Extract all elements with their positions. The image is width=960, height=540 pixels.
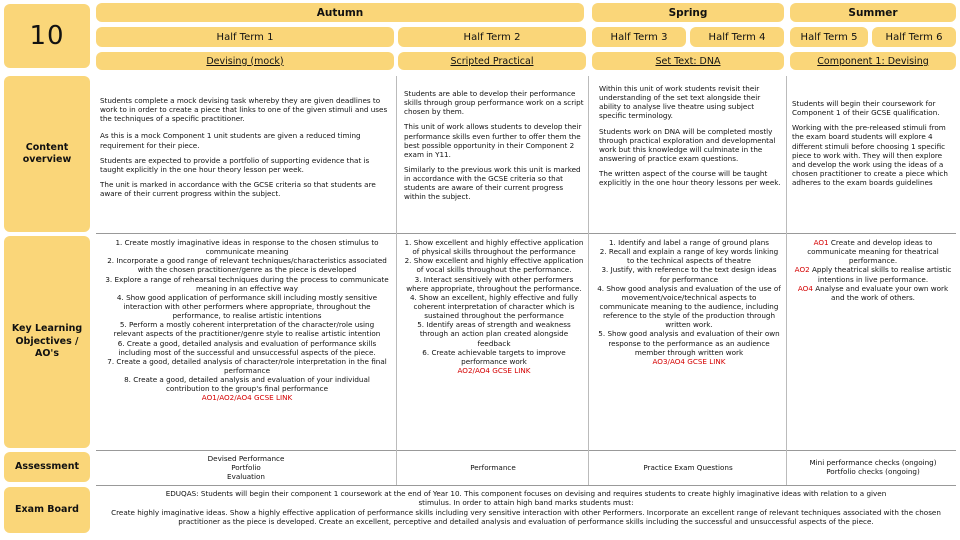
row-divider-3 <box>96 485 956 486</box>
ao-text: Analyse and evaluate your own work and the work of others. <box>812 283 949 302</box>
ao-item <box>790 265 956 283</box>
assessment-item: Portfolio checks (ongoing) <box>826 467 920 477</box>
objective-line: 1. Identify and label a range of ground plans <box>608 238 770 247</box>
assessment-cell-ht34 <box>592 463 784 477</box>
content-paragraph: Similarly to the previous work this unit is marked in accordance with the GCSE criteria so that students are aware of their current progress within the subject. <box>404 164 581 202</box>
assessment-item: Performance <box>470 463 516 472</box>
content-paragraph: Working with the pre-released stimuli from the exam board students will explore 4 different stimuli before choosing 1 specific piece to work with. They will then explore and develop the work using the ideas of a chosen practitioner to create a piece which adheres to the exam boards guidelines <box>792 123 948 188</box>
col-divider-2 <box>588 76 589 485</box>
objective-line: 3. Justify, with reference to the text design ideas for performance <box>601 265 777 284</box>
year-badge: 10 <box>4 4 90 68</box>
col-divider-3 <box>786 76 787 485</box>
term-summer: Summer <box>790 3 956 22</box>
objective-line: 4. Show good application of performance skill including mostly sensitive interaction with other performers where appropriate, throughout the performance, to realise artistic intentions <box>116 292 378 321</box>
ao-item <box>790 238 956 265</box>
objective-line: 7. Create a good, detailed analysis of character/role interpretation in the final performance <box>107 356 387 375</box>
content-paragraph: As this is a mock Component 1 unit students are given a reduced timing requirement for their piece. <box>100 131 361 150</box>
objective-line: 5. Perform a mostly coherent interpretation of the character/role using relevant aspects of the practitioner/genre style to realise artistic intention <box>113 320 381 339</box>
assessment-item: Practice Exam Questions <box>643 463 733 472</box>
objective-line: 5. Identify areas of strength and weakness through an action plan created alongside feedback <box>417 320 571 348</box>
content-paragraph: Students are able to develop their performance skills through group performance work on a script chosen by them. <box>404 89 584 117</box>
content-paragraph: This unit of work allows students to develop their performance skills even further to offer them the best possible opportunity in their Component 2 exam in Y11. <box>404 122 582 159</box>
ao-link: AO1/AO2/AO4 GCSE LINK <box>201 393 293 403</box>
objective-line: 6. Create achievable targets to improve performance work <box>422 347 566 366</box>
objective-line: 2. Incorporate a good range of relevant techniques/characteristics associated with the chosen practitioner/genre as the piece is developed <box>107 256 387 275</box>
half-term-3: Half Term 3 <box>592 27 686 47</box>
objectives-cell-ht2 <box>404 238 584 449</box>
objective-line: 2. Show excellent and highly effective application of vocal skills throughout the performance. <box>404 256 584 275</box>
content-cell-ht2 <box>404 89 586 231</box>
half-term-6: Half Term 6 <box>872 27 956 47</box>
row-label-objectives: Key Learning Objectives / AO's <box>4 236 90 448</box>
row-label-assessment: Assessment <box>4 452 90 482</box>
ao-code: AO1 <box>813 238 829 247</box>
objective-line: 3. Explore a range of rehearsal techniques during the process to communicate meaning in an effective way <box>105 274 389 293</box>
half-term-1: Half Term 1 <box>96 27 394 47</box>
ao-link: AO3/AO4 GCSE LINK <box>652 356 726 366</box>
objective-line: 1. Show excellent and highly effective application of physical skills throughout the performance <box>404 238 584 257</box>
unit-ht1: Devising (mock) <box>96 52 394 70</box>
col-divider-1 <box>396 76 397 485</box>
row-label-exam-board: Exam Board <box>4 487 90 533</box>
exam-board-line: Create highly imaginative ideas. Show a highly effective application of performance skills including very sensitive interaction with other Performers. Incorporate an excellent range of relevant techniques associated with the chosen practitioner as the piece is developed. Create an excellent, perceptive and detailed analysis and evaluation of performance skills including the successful and unsuccessful aspects of the piece. <box>111 507 941 527</box>
assessment-cell-ht1 <box>100 454 392 484</box>
content-paragraph: The written aspect of the course will be taught explicitly in the one hour theory lessons per week. <box>599 169 781 188</box>
assessment-cell-ht2 <box>400 463 586 477</box>
half-term-2: Half Term 2 <box>398 27 586 47</box>
content-cell-ht1 <box>100 96 392 231</box>
objective-line: 2. Recall and explain a range of key words linking to the technical aspects of theatre <box>599 247 779 266</box>
ao-item <box>790 284 956 302</box>
content-paragraph: Students are expected to provide a portfolio of supporting evidence that is taught explicitly in the one hour theory lesson per week. <box>100 155 370 174</box>
content-cell-ht56 <box>792 99 956 231</box>
half-term-5: Half Term 5 <box>790 27 868 47</box>
term-spring: Spring <box>592 3 784 22</box>
content-paragraph: Students work on DNA will be completed mostly through practical exploration and developmental work but this knowledge will culminate in the answering of practice exam questions. <box>599 126 776 163</box>
objective-line: 4. Show an excellent, highly effective and fully coherent interpretation of character which is sustained throughout the performance <box>409 292 579 321</box>
ao-link: AO2/AO4 GCSE LINK <box>457 365 531 375</box>
assessment-item: Evaluation <box>227 472 265 482</box>
assessment-item: Portfolio <box>231 463 261 473</box>
row-label-content: Content overview <box>4 76 90 232</box>
assessment-item: Devised Performance <box>207 454 285 463</box>
objective-line: 6. Create a good, detailed analysis and evaluation of performance skills including most of the successful and unsuccessful aspects of the piece. <box>117 338 377 357</box>
unit-ht2: Scripted Practical <box>398 52 586 70</box>
ao-text: Apply theatrical skills to realise artistic intentions in live performance. <box>809 265 952 284</box>
unit-ht56: Component 1: Devising <box>790 52 956 70</box>
ao-code: AO4 <box>797 283 813 293</box>
objectives-cell-ht34 <box>596 238 782 449</box>
row-divider-1 <box>96 233 956 234</box>
assessment-item: Mini performance checks (ongoing) <box>809 458 937 467</box>
half-term-4: Half Term 4 <box>690 27 784 47</box>
content-paragraph: Students will begin their coursework for Component 1 of their GCSE qualification. <box>792 99 940 118</box>
objective-line: 3. Interact sensitively with other performers where appropriate, throughout the performance. <box>406 274 582 293</box>
unit-ht34: Set Text: DNA <box>592 52 784 70</box>
term-autumn: Autumn <box>96 3 584 22</box>
objectives-cell-ht56 <box>790 238 956 449</box>
objective-line: 4. Show good analysis and evaluation of the use of movement/voice/technical aspects to communicate meaning to the audience, including reference to the style of the production through written work. <box>597 283 781 330</box>
content-cell-ht34 <box>599 84 783 232</box>
exam-board-text <box>96 489 956 526</box>
content-paragraph: Students complete a mock devising task whereby they are given deadlines to work to in order to create a piece that links to one of the given stimuli and uses the techniques of a specific practitioner. <box>100 96 388 124</box>
objectives-cell-ht1 <box>104 238 390 449</box>
ao-text: Create and develop ideas to communicate meaning for theatrical performance. <box>807 238 939 266</box>
objective-line: 8. Create a good, detailed analysis and evaluation of your individual contribution to the group's final performance <box>124 375 370 394</box>
objective-line: 5. Show good analysis and evaluation of their own response to the performance as an audience member through written work <box>598 329 780 357</box>
assessment-cell-ht56 <box>790 458 956 482</box>
objective-line: 1. Create mostly imaginative ideas in response to the chosen stimulus to communicate meaning <box>115 238 379 257</box>
content-paragraph: Within this unit of work students revisit their understanding of the set text alongside their ability to analyse live theatre using subject specific terminology. <box>599 84 761 121</box>
exam-board-line: EDUQAS: Students will begin their component 1 coursework at the end of Year 10. This component focuses on devising and requires students to create highly imaginative ideas with relation to a given stimulus. In order to attain high band marks students must: <box>165 489 887 508</box>
content-paragraph: The unit is marked in accordance with the GCSE criteria so that students are aware of their current progress within the subject. <box>100 179 376 199</box>
ao-code: AO2 <box>794 265 810 275</box>
row-divider-2 <box>96 450 956 451</box>
